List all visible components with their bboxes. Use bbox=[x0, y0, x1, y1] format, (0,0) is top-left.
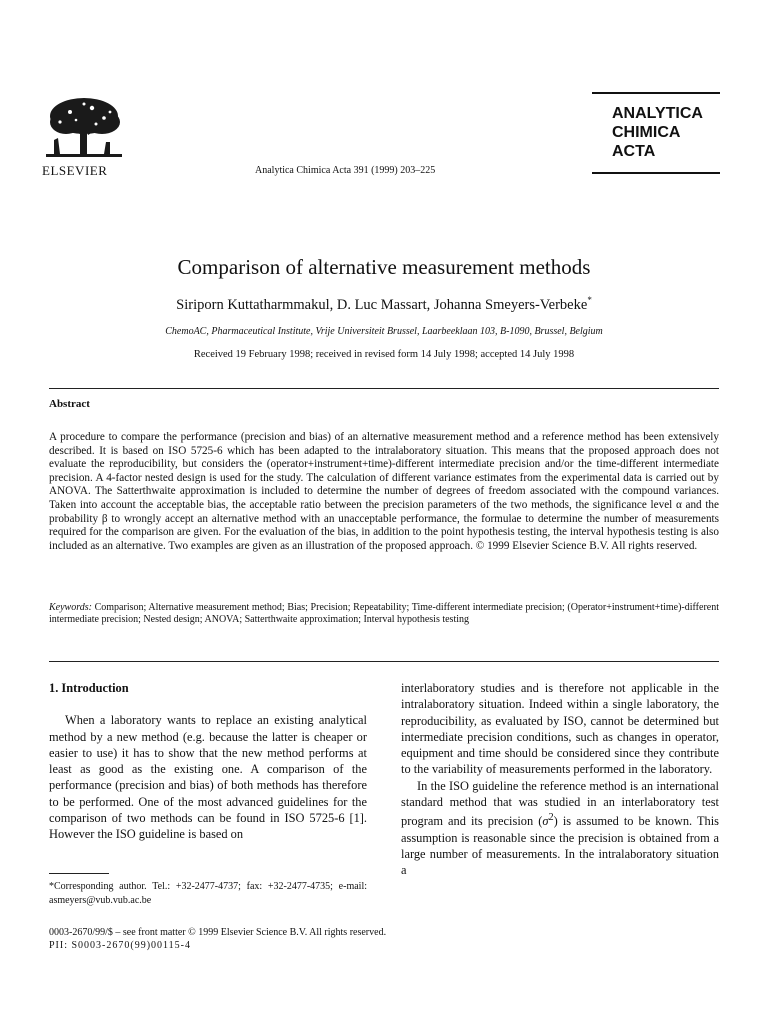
corresponding-author-footnote: *Corresponding author. Tel.: +32-2477-4737; fax: +32-2477-4735; e-mail: asmeyers@vub.vub.ac.be bbox=[49, 881, 367, 906]
tree-icon bbox=[40, 94, 128, 162]
abstract-text: A procedure to compare the performance (precision and bias) of an alternative measurement method and a reference method has been extensively described. It is based on ISO 5725-6 which has been adapted to the intralaboratory situation. This means that the proposed approach does not evaluate the reproducibility, but considers the (operator+instrument+time)-different intermediate precision and/or the time-different intermediate precision. A 4-factor nested design is used for the study. The calculation of different variance estimates from the experimental data is carried out by ANOVA. The Satterthwaite approximation is included to determine the number of degrees of freedom associated with the compound variances. Taken into account the acceptable bias, the acceptable ratio between the precision parameters of the two methods, the significance level α and the probability β to wrongly accept an alternative method with an unacceptable performance, the formulae to determine the number of measurements required for the comparison are given. For the evaluation of the bias, in addition to the point hypothesis testing, the interval hypothesis testing is also included as an alternative. Two examples are given as an illustration of the proposed approach. © 1999 Elsevier Science B.V. All rights reserved. bbox=[49, 431, 719, 552]
received-dates: Received 19 February 1998; received in revised form 14 July 1998; accepted 14 July 1998 bbox=[193, 349, 575, 360]
pii-line: PII: S0003-2670(99)00115-4 bbox=[49, 940, 192, 952]
publisher-name: ELSEVIER bbox=[42, 163, 108, 178]
abstract-heading: Abstract bbox=[49, 398, 90, 410]
body-paragraph: When a laboratory wants to replace an existing analytical method by a new method (e.g. because the latter is cheaper or easier to use) it has to show that the new method performs at least as good as the existing one. A comparison of the performance (precision and bias) of both methods has therefore to be performed. One of the most advanced guidelines for the comparison of two methods can be found in ISO 5725-6 [1]. However the ISO guideline is based on bbox=[49, 713, 367, 842]
section-heading-introduction: 1. Introduction bbox=[49, 681, 129, 695]
journal-name-line: ACTA bbox=[612, 143, 656, 160]
footnote-rule bbox=[49, 873, 109, 874]
left-column bbox=[49, 680, 367, 843]
copyright-line: 0003-2670/99/$ – see front matter © 1999 Elsevier Science B.V. All rights reserved. bbox=[49, 927, 387, 938]
masthead-bottom-rule bbox=[592, 172, 720, 174]
body-paragraph: interlaboratory studies and is therefore not applicable in the intralaboratory situation. Indeed within a single laboratory, the reproducibility, as evaluated by ISO, cannot be determined but intermediate precision conditions, such as changes in operator, equipment and time should be considered since they contribute to the variability of measurements performed in the laboratory. bbox=[401, 681, 719, 777]
journal-name-line: CHIMICA bbox=[612, 124, 681, 141]
paragraph-text: ) is assumed to be known. This assumption is reasonable since the precision is obtained from a large number of measurements. In the intralaboratory situation a bbox=[401, 814, 719, 878]
journal-name bbox=[612, 104, 703, 161]
journal-citation: Analytica Chimica Acta 391 (1999) 203–225 bbox=[255, 165, 436, 176]
paragraph-text: In the ISO guideline the reference method is an international standard method that was studied in an interlaboratory test program and its precision ( bbox=[401, 778, 719, 829]
abstract-top-rule bbox=[49, 388, 719, 389]
keywords-label: Keywords: bbox=[49, 602, 92, 613]
elsevier-tree-logo bbox=[40, 94, 128, 162]
masthead-top-rule bbox=[592, 92, 720, 94]
author-names: Siriporn Kuttatharmmakul, D. Luc Massart, Johanna Smeyers-Verbeke bbox=[176, 296, 588, 313]
affiliation: ChemoAC, Pharmaceutical Institute, Vrije Universiteit Brussel, Laarbeeklaan 103, B-1090, Brussel, Belgium bbox=[165, 326, 603, 337]
abstract-bottom-rule bbox=[49, 661, 719, 662]
article-title: Comparison of alternative measurement methods bbox=[177, 255, 591, 279]
sigma-symbol: σ bbox=[542, 814, 549, 829]
corresponding-author-mark: * bbox=[587, 295, 592, 305]
sigma-exponent: 2 bbox=[548, 812, 554, 824]
right-column bbox=[401, 680, 719, 879]
author-list bbox=[0, 295, 768, 314]
journal-masthead bbox=[592, 92, 720, 174]
body-paragraph bbox=[401, 778, 719, 879]
journal-name-line: ANALYTICA bbox=[612, 105, 703, 122]
page-footer bbox=[49, 926, 386, 952]
keywords bbox=[49, 602, 719, 627]
keywords-text: Comparison; Alternative measurement method; Bias; Precision; Repeatability; Time-different intermediate precision; (Operator+instrument+time)-different intermediate precision; Nested design; ANOVA; Satterthwaite approximation; Interval hypothesis testing bbox=[49, 602, 719, 626]
